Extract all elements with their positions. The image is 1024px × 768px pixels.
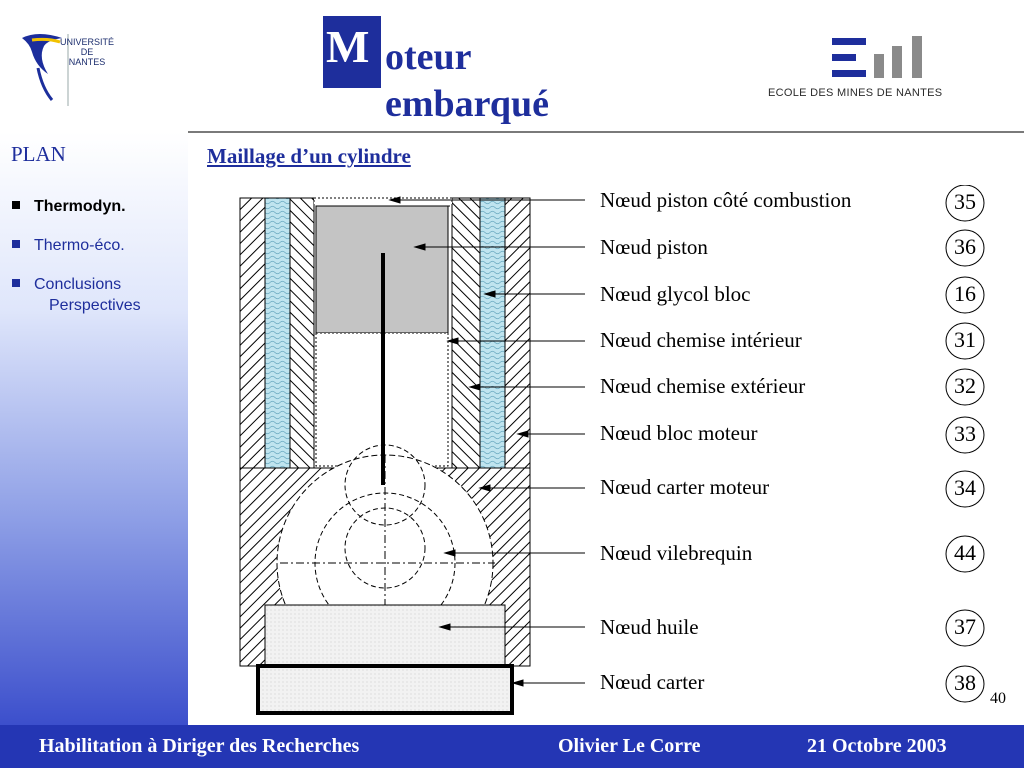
bullet-icon — [12, 279, 20, 287]
logo-line-3: NANTES — [68, 57, 106, 67]
section-title: Maillage d’un cylindre — [207, 144, 411, 168]
page-title-line2: embarqué — [385, 83, 549, 125]
logo-line-2: DE — [80, 47, 94, 57]
node-label: Nœud piston — [600, 235, 708, 259]
sidebar-item-label: Conclusions — [34, 276, 122, 293]
node-label: Nœud chemise extérieur — [600, 374, 806, 398]
page-title: oteur — [385, 36, 472, 78]
node-label: Nœud piston côté combustion — [600, 188, 852, 212]
bloc-left-outer — [240, 198, 265, 468]
ecole-mines-logo — [826, 34, 936, 84]
header-divider — [188, 131, 1024, 133]
sidebar-item-thermo-eco[interactable] — [12, 235, 125, 257]
sidebar-item-label: Thermodyn. — [34, 198, 126, 215]
node-number: 33 — [954, 421, 976, 446]
sidebar-heading: PLAN — [11, 142, 66, 166]
liner-left — [290, 198, 314, 468]
node-number: 16 — [954, 281, 976, 306]
bullet-icon — [12, 240, 20, 248]
sidebar-item-label-line2[interactable]: Perspectives — [49, 297, 141, 314]
node-label: Nœud huile — [600, 615, 699, 639]
node-number: 32 — [954, 373, 976, 398]
sidebar-item-label: Thermo-éco. — [34, 237, 125, 254]
universite-nantes-wordmark — [60, 37, 114, 67]
huile — [265, 605, 505, 666]
carter — [258, 666, 512, 713]
node-label: Nœud bloc moteur — [600, 421, 758, 445]
node-number: 37 — [954, 614, 976, 639]
node-label: Nœud carter moteur — [600, 475, 770, 499]
bullet-icon — [12, 201, 20, 209]
node-number: 35 — [954, 189, 976, 214]
footer-author: Olivier Le Corre — [558, 735, 701, 757]
logo-line-1: UNIVERSITÉ — [60, 37, 115, 47]
glycol-right — [480, 198, 505, 468]
school-name: ECOLE DES MINES DE NANTES — [768, 87, 943, 99]
title-initial: M — [326, 21, 370, 72]
node-number: 31 — [954, 327, 976, 352]
node-number: 36 — [954, 234, 976, 259]
sidebar — [0, 132, 188, 725]
footer-date: 21 Octobre 2003 — [807, 735, 947, 757]
node-number: 38 — [954, 670, 976, 695]
footer-left: Habilitation à Diriger des Recherches — [39, 735, 360, 757]
node-label: Nœud glycol bloc — [600, 282, 751, 306]
node-label: Nœud chemise intérieur — [600, 328, 802, 352]
page-number: 40 — [990, 690, 1006, 707]
node-number: 34 — [954, 475, 976, 500]
bloc-right-outer — [505, 198, 530, 468]
sidebar-item-thermodyn[interactable] — [12, 196, 126, 218]
glycol-left — [265, 198, 290, 468]
combustion-top — [314, 198, 452, 206]
node-number: 44 — [954, 540, 976, 565]
node-label: Nœud carter — [600, 670, 705, 694]
cylinder-mesh-diagram — [230, 185, 1020, 725]
sidebar-item-conclusions[interactable] — [12, 274, 121, 296]
liner-right — [452, 198, 480, 468]
node-label: Nœud vilebrequin — [600, 541, 753, 565]
